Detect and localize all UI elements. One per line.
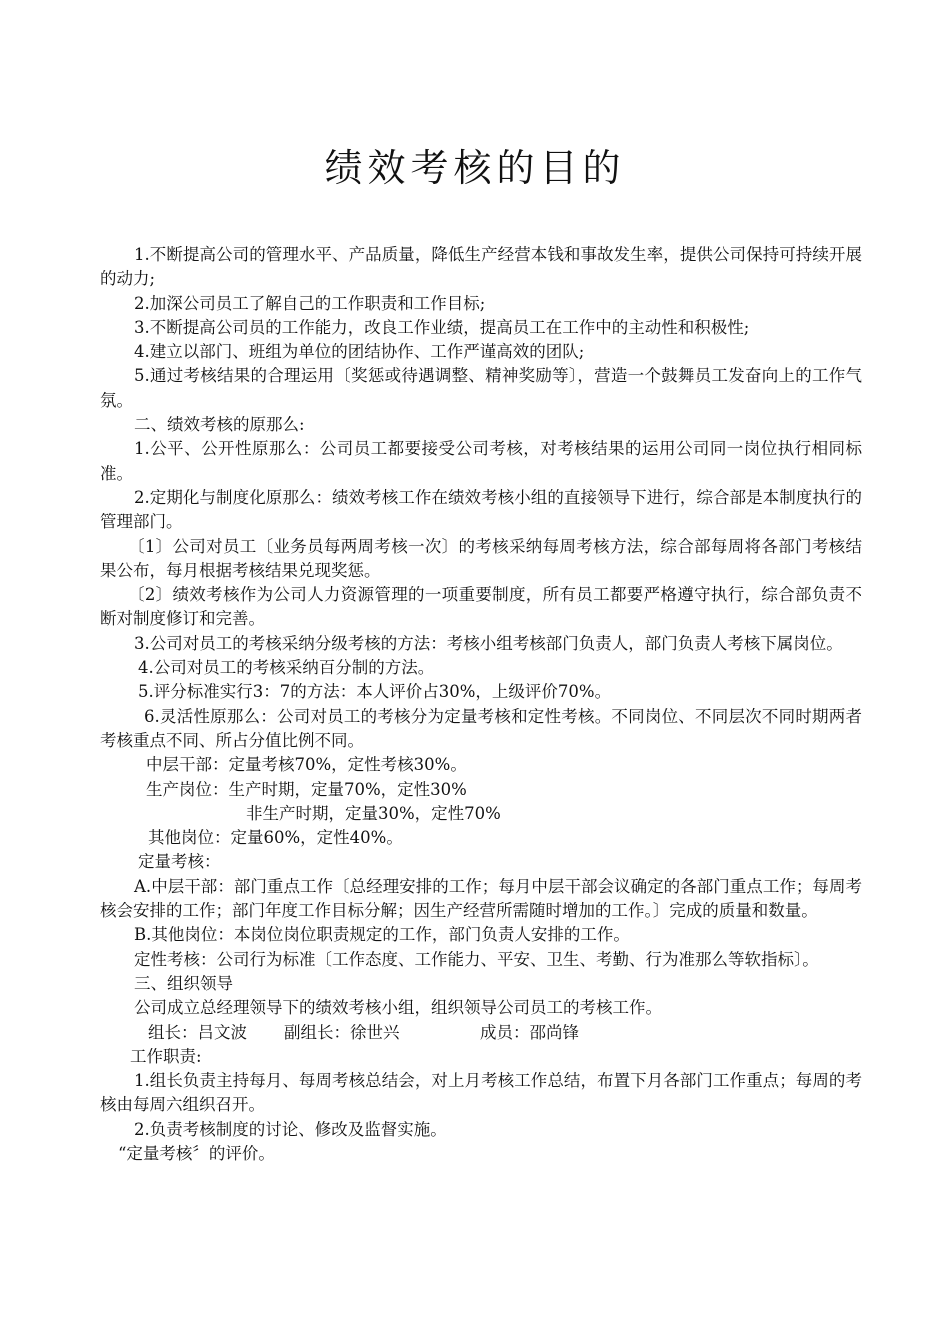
- section-heading-organization: 三、组织领导: [134, 973, 233, 993]
- paragraph-qualitative: 定性考核：公司行为标准〔工作态度、工作能力、平安、卫生、考勤、行为准那么等软指标〕。: [134, 949, 819, 969]
- section-heading-principles: 二、绩效考核的原那么:: [134, 415, 305, 435]
- team-member: 成员：邵尚锋: [480, 1022, 579, 1042]
- paragraph-purpose-3: 3.不断提高公司员的工作能力，改良工作业绩，提高员工在工作中的主动性和积极性;: [134, 317, 750, 337]
- paragraph-organization: 公司成立总经理领导下的绩效考核小组，组织领导公司员工的考核工作。: [134, 998, 662, 1018]
- paragraph-purpose-4: 4.建立以部门、班组为单位的团结协作、工作严谨高效的团队;: [134, 342, 585, 362]
- paragraph-duty-1: 1.组长负责主持每月、每周考核总结会，对上月考核工作总结，布置下月各部门工作重点；每周的考核由每周六组织召开。: [100, 1071, 862, 1115]
- paragraph-purpose-5: 5.通过考核结果的合理运用〔奖惩或待遇调整、精神奖励等〕，营造一个鼓舞员工发奋向上的工作气氛。: [100, 366, 862, 410]
- team-deputy: 副组长：徐世兴: [284, 1022, 400, 1042]
- heading-duties: 工作职责:: [130, 1046, 202, 1066]
- document-title: 绩效考核的目的: [324, 146, 626, 190]
- team-members-row: [100, 1021, 862, 1045]
- paragraph-principle-2-sub-1: 〔1〕公司对员工〔业务员每两周考核一次〕的考核采纳每周考核方法，综合部每周将各部门考核结果公布，每月根据考核结果兑现奖惩。: [100, 536, 862, 580]
- paragraph-principle-6: 6.灵活性原那么：公司对员工的考核分为定量考核和定性考核。不同岗位、不同层次不同时期两者考核重点不同、所占分值比例不同。: [100, 706, 862, 750]
- ratio-row-non-production: 非生产时期，定量30%，定性70%: [246, 803, 501, 823]
- ratio-row-middle-managers: 中层干部：定量考核70%，定性考核30%。: [146, 755, 467, 775]
- paragraph-purpose-1: 1.不断提高公司的管理水平、产品质量，降低生产经营本钱和事故发生率，提供公司保持可持续开展的动力;: [100, 245, 862, 289]
- document-body: [100, 243, 862, 1166]
- paragraph-quantitative-b: B.其他岗位：本岗位岗位职责规定的工作，部门负责人安排的工作。: [134, 925, 630, 945]
- ratio-row-other-positions: 其他岗位：定量60%，定性40%。: [148, 828, 403, 848]
- paragraph-principle-2: 2.定期化与制度化原那么：绩效考核工作在绩效考核小组的直接领导下进行，综合部是本制度执行的管理部门。: [100, 487, 862, 532]
- paragraph-quantitative-evaluation: “定量考核〞的评价。: [118, 1143, 275, 1163]
- paragraph-quantitative-a: A.中层干部：部门重点工作〔总经理安排的工作；每月中层干部会议确定的各部门重点工作；每周考核会安排的工作；部门年度工作目标分解；因生产经营所需随时增加的工作。〕完成的质量和数量。: [100, 876, 862, 921]
- paragraph-duty-2: 2.负责考核制度的讨论、修改及监督实施。: [134, 1119, 447, 1139]
- paragraph-purpose-2: 2.加深公司员工了解自己的工作职责和工作目标;: [134, 293, 486, 313]
- team-leader: 组长：吕文波: [148, 1022, 247, 1042]
- ratio-row-production: 生产岗位：生产时期，定量70%，定性30%: [146, 779, 467, 799]
- paragraph-principle-4: 4.公司对员工的考核采纳百分制的方法。: [138, 658, 435, 678]
- paragraph-principle-1: 1.公平、公开性原那么：公司员工都要接受公司考核，对考核结果的运用公司同一岗位执行相同标准。: [100, 439, 862, 483]
- heading-quantitative: 定量考核：: [138, 852, 221, 872]
- paragraph-principle-5: 5.评分标准实行3：7的方法：本人评价占30%，上级评价70%。: [138, 682, 612, 702]
- paragraph-principle-3: 3.公司对员工的考核采纳分级考核的方法：考核小组考核部门负责人，部门负责人考核下属岗位。: [134, 633, 843, 653]
- paragraph-principle-2-sub-2: 〔2〕绩效考核作为公司人力资源管理的一项重要制度，所有员工都要严格遵守执行，综合部负责不断对制度修订和完善。: [100, 585, 862, 629]
